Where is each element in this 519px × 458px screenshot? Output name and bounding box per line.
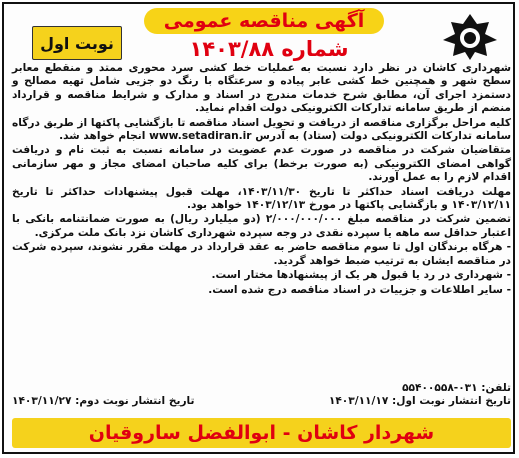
paragraph-deadlines: مهلت دریافت اسناد حداکثر تا تاریخ ۱۴۰۳/۱۱/۳۰، مهلت قبول پیشنهادات حداکثر تا تاریخ ۱۴۰۳/۱۲/۱۱ و بازگشایی پاکتها در مورخ ۱۴۰۳/۱۲/۱۳ خواهد بود.: [12, 185, 511, 212]
round-badge: نوبت اول: [32, 26, 122, 60]
tender-number: شماره ۱۴۰۳/۸۸: [189, 37, 349, 61]
procedure-text: کلیه مراحل برگزاری مناقصه از دریافت و تحویل اسناد مناقصه تا بازگشایی پاکتها از طریق درگاه سامانه تدارکات الکترونیکی دولت (ستاد) به آدرس: [12, 116, 511, 143]
paragraph-intro: شهرداری کاشان در نظر دارد نسبت به عملیات خط کشی سرد محوری ممتد و منقطع معابر سطح شهر و همچنین خط کشی عابر پیاده و سرعتگاه با رنگ دو جزیی شامل تهیه مصالح و دستمزد اجرای آن، مطابق شرح خدمات مندرج در اسناد و مدارک و شرایط مناقصه و قرارداد منضم از طریق سامانه تدارکات الکترونیکی دولت اقدام نماید.: [12, 62, 511, 115]
signature-banner: شهردار کاشان - ابوالفضل ساروقیان: [12, 418, 511, 448]
second-publication-date: تاریخ انتشار نوبت دوم: ۱۴۰۳/۱۱/۲۷: [12, 395, 195, 407]
paragraph-rights: - شهرداری در رد یا قبول هر یک از پیشنهادها مختار است.: [211, 269, 511, 282]
website-link[interactable]: www.setadiran.ir: [149, 130, 252, 143]
first-publication-date: تاریخ انتشار نوبت اول: ۱۴۰۳/۱۱/۱۷: [328, 395, 511, 407]
paragraph-registration: متقاضیان شرکت در مناقصه در صورت عدم عضویت در سامانه نسبت به ثبت نام و دریافت گواهی امضای الکترونیکی (به صورت برخط) برای کلیه صاحبان امضای مجاز و مهر سازمانی اقدام لازم را به عمل آورند.: [12, 144, 511, 184]
municipality-logo-icon: [439, 12, 501, 62]
page-title: آگهی مناقصه عمومی: [144, 8, 384, 34]
paragraph-forfeit: - هرگاه برندگان اول تا سوم مناقصه حاضر به عقد قرارداد در مهلت مقرر نشوند، سپرده شرکت در مناقصه ایشان به ترتیب ضبط خواهد گردید.: [12, 241, 511, 267]
advertisement-body: [12, 62, 511, 298]
paragraph-guarantee: تضمین شرکت در مناقصه مبلغ ۲/۰۰۰/۰۰۰/۰۰۰ (دو میلیارد ریال) به صورت ضمانتنامه بانکی با اعتبار حداقل سه ماهه یا سپرده نقدی در وجه سپرده شهرداری کاشان نزد بانک ملت مرکزی.: [12, 213, 511, 239]
paragraph-details: - سایر اطلاعات و جزییات در اسناد مناقصه درج شده است.: [208, 283, 511, 296]
phone-number: تلفن: ۰۳۱-۵۵۴۰۰۵۵۸: [402, 382, 511, 394]
publication-meta: [12, 382, 511, 408]
paragraph-procedure: [12, 117, 511, 144]
advertisement-frame: [2, 2, 515, 454]
procedure-text-end: انجام خواهد شد.: [59, 130, 146, 143]
